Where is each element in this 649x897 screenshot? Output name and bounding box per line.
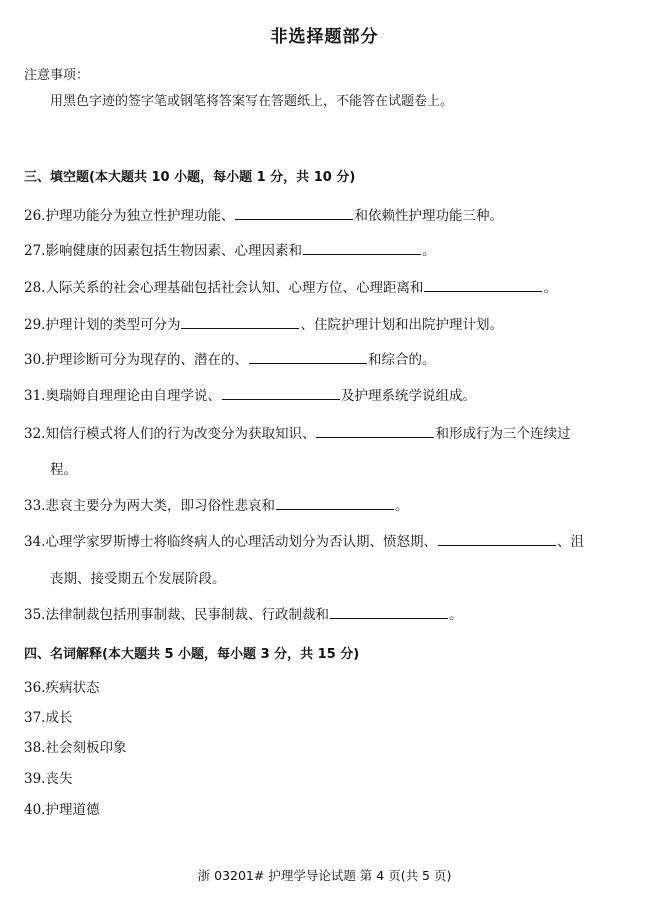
section-fill-in-heading: 三、填空题(本大题共 10 小题，每小题 1 分，共 10 分) [24, 170, 356, 185]
question-34-continuation: 丧期、接受期五个发展阶段。 [50, 571, 226, 587]
question-text-after: 。 [421, 243, 436, 259]
term-number: 37. [24, 710, 46, 726]
question-text-after: 及护理系统学说组成。 [340, 388, 476, 404]
answer-blank [249, 350, 367, 364]
question-31 [24, 384, 476, 404]
question-text-after: 和综合的。 [367, 352, 436, 368]
question-text-after: 。 [448, 607, 463, 623]
term-number: 39. [24, 771, 46, 787]
question-34 [24, 530, 584, 550]
question-35 [24, 603, 462, 623]
question-number: 31. [24, 388, 46, 404]
question-number: 33. [24, 498, 46, 514]
question-text-before: 法律制裁包括刑事制裁、民事制裁、行政制裁和 [45, 607, 329, 623]
term-text: 护理道德 [45, 802, 100, 818]
page-title: 非选择题部分 [270, 27, 379, 47]
question-number: 35. [24, 607, 46, 623]
question-text-after: 、住院护理计划和出院护理计划。 [300, 317, 503, 333]
answer-blank [181, 315, 299, 329]
question-32 [24, 422, 570, 442]
term-text: 成长 [45, 710, 73, 726]
notes-text: 用黑色字迹的签字笔或钢笔将答案写在答题纸上，不能答在试题卷上。 [50, 94, 454, 109]
term-36 [24, 676, 99, 696]
term-text: 社会刻板印象 [45, 740, 127, 756]
answer-blank [222, 386, 340, 400]
question-text-before: 护理计划的类型可分为 [45, 317, 181, 333]
question-text-before: 奥瑞姆自理理论由自理学说、 [45, 388, 221, 404]
question-33 [24, 494, 408, 514]
question-text-before: 心理学家罗斯博士将临终病人的心理活动划分为否认期、愤怒期、 [45, 534, 437, 550]
answer-blank [235, 206, 353, 220]
answer-blank [303, 241, 421, 255]
term-40 [24, 798, 99, 818]
question-text-before: 知信行模式将人们的行为改变分为获取知识、 [45, 426, 316, 442]
page-footer: 浙 03201# 护理学导论试题 第 4 页(共 5 页) [197, 868, 452, 883]
question-text-before: 护理功能分为独立性护理功能、 [45, 208, 235, 224]
question-27 [24, 239, 435, 259]
answer-blank [316, 424, 434, 438]
term-text: 疾病状态 [45, 680, 100, 696]
question-30 [24, 348, 435, 368]
answer-blank [276, 496, 394, 510]
question-26 [24, 204, 503, 224]
question-number: 34. [24, 534, 46, 550]
term-number: 38. [24, 740, 46, 756]
question-28 [24, 276, 557, 296]
term-37 [24, 706, 72, 726]
question-text-before: 悲哀主要分为两大类，即习俗性悲哀和 [45, 498, 275, 514]
notes-label: 注意事项： [24, 68, 90, 83]
question-32-continuation: 程。 [50, 462, 77, 478]
question-text-before: 影响健康的因素包括生物因素、心理因素和 [45, 243, 302, 259]
answer-blank [330, 605, 448, 619]
question-text-after: 。 [543, 280, 557, 296]
question-number: 26. [24, 208, 46, 224]
question-text-after: 、沮 [556, 534, 584, 550]
term-number: 36. [24, 680, 46, 696]
term-39 [24, 767, 72, 787]
answer-blank [438, 532, 556, 546]
question-29 [24, 313, 503, 333]
question-text-after: 和依赖性护理功能三种。 [354, 208, 503, 224]
question-text-before: 护理诊断可分为现存的、潜在的、 [45, 352, 248, 368]
term-text: 丧失 [45, 771, 73, 787]
question-number: 32. [24, 426, 46, 442]
question-number: 30. [24, 352, 46, 368]
term-number: 40. [24, 802, 46, 818]
question-text-before: 人际关系的社会心理基础包括社会认知、心理方位、心理距离和 [45, 280, 424, 296]
question-number: 28. [24, 280, 46, 296]
question-text-after: 和形成行为三个连续过 [435, 426, 571, 442]
answer-blank [424, 278, 542, 292]
question-number: 27. [24, 243, 46, 259]
question-number: 29. [24, 317, 46, 333]
term-38 [24, 736, 126, 756]
section-definitions-heading: 四、名词解释(本大题共 5 小题，每小题 3 分，共 15 分) [24, 647, 360, 662]
question-text-after: 。 [394, 498, 409, 514]
